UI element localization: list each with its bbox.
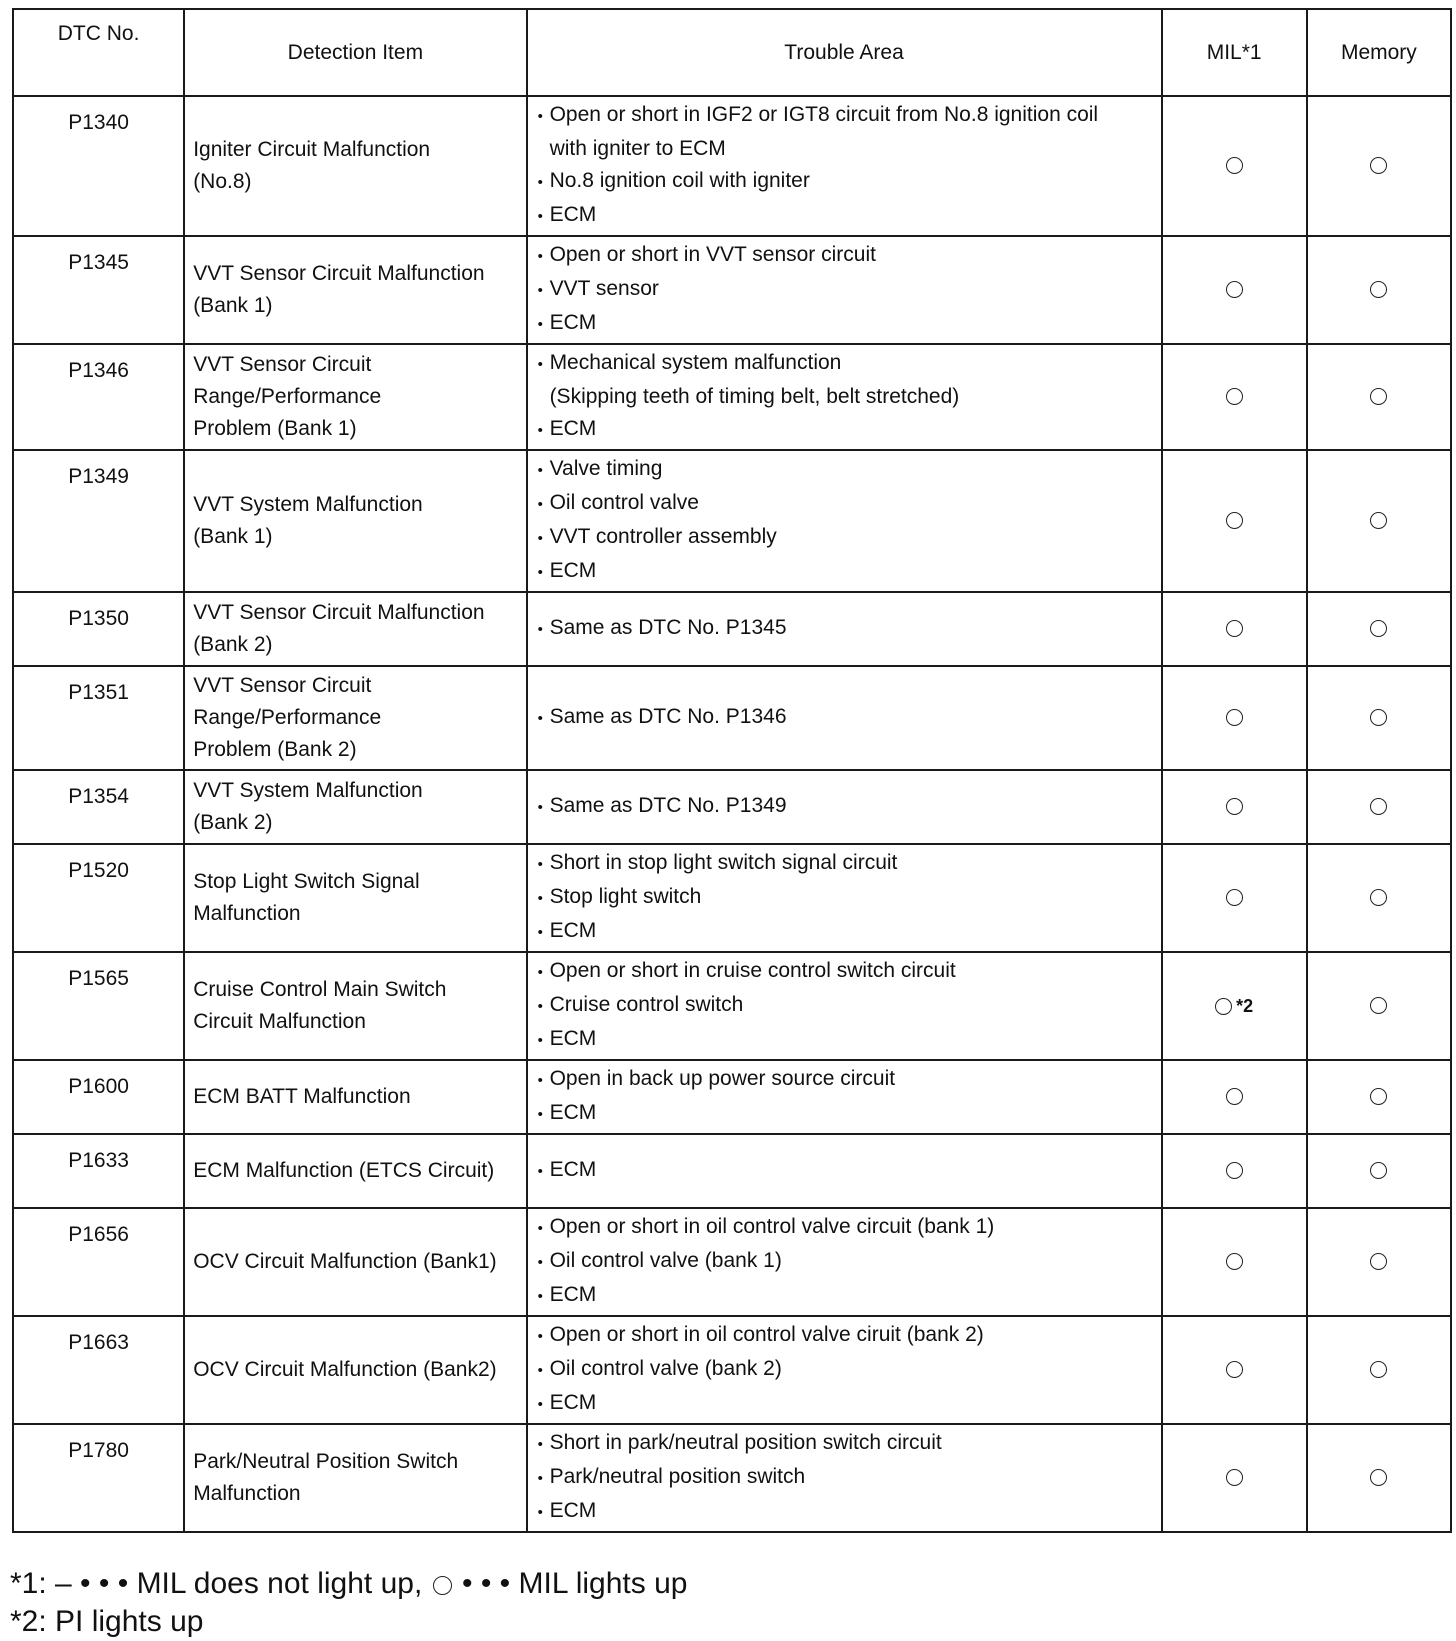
table-body	[13, 96, 1451, 1532]
dtc-code: P1520	[13, 844, 184, 952]
trouble-area	[527, 450, 1162, 592]
trouble-area	[527, 770, 1162, 844]
detection-item-line: (Bank 2)	[193, 811, 273, 834]
memory-circle-icon	[1370, 157, 1387, 174]
header-detection-item: Detection Item	[184, 9, 526, 96]
mil-cell	[1162, 1060, 1307, 1134]
memory-cell	[1307, 1134, 1451, 1208]
mil-cell	[1162, 770, 1307, 844]
table-row	[13, 1316, 1451, 1424]
memory-circle-icon	[1370, 798, 1387, 815]
trouble-area	[527, 1424, 1162, 1532]
memory-cell	[1307, 770, 1451, 844]
trouble-bullet-item: • Open or short in cruise control switch circuit	[538, 955, 1151, 989]
table-row	[13, 1134, 1451, 1208]
trouble-area	[527, 592, 1162, 666]
detection-item-line: Malfunction	[193, 902, 301, 925]
footnote-2: *2: PI lights up	[10, 1605, 204, 1638]
table-row	[13, 1060, 1451, 1134]
dtc-code: P1340	[13, 96, 184, 236]
detection-item-line: Problem (Bank 2)	[193, 738, 357, 761]
table-row	[13, 96, 1451, 236]
table-row	[13, 666, 1451, 770]
mil-circle-icon	[1226, 1253, 1243, 1270]
dtc-code: P1633	[13, 1134, 184, 1208]
detection-item-line: OCV Circuit Malfunction (Bank1)	[193, 1250, 497, 1273]
memory-circle-icon	[1370, 997, 1387, 1014]
table-row	[13, 952, 1451, 1060]
table-row	[13, 770, 1451, 844]
dtc-code: P1349	[13, 450, 184, 592]
dtc-code: P1346	[13, 344, 184, 450]
mil-cell	[1162, 450, 1307, 592]
mil-circle-icon	[1226, 889, 1243, 906]
trouble-area	[527, 96, 1162, 236]
detection-item	[184, 344, 526, 450]
detection-item-line: (Bank 1)	[193, 294, 273, 317]
trouble-bullet-item: • ECM	[538, 1495, 1151, 1529]
memory-cell	[1307, 344, 1451, 450]
detection-item	[184, 666, 526, 770]
memory-cell	[1307, 1316, 1451, 1424]
trouble-bullet-item: • Park/neutral position switch	[538, 1461, 1151, 1495]
trouble-continuation: (Skipping teeth of timing belt, belt stretched)	[549, 385, 960, 408]
memory-circle-icon	[1370, 512, 1387, 529]
mil-cell	[1162, 236, 1307, 344]
trouble-area	[527, 844, 1162, 952]
memory-cell	[1307, 1208, 1451, 1316]
trouble-bullet-item: • Open or short in IGF2 or IGT8 circuit from No.8 ignition coil	[538, 99, 1151, 133]
trouble-area	[527, 1060, 1162, 1134]
mil-cell	[1162, 592, 1307, 666]
trouble-area	[527, 1208, 1162, 1316]
memory-cell	[1307, 450, 1451, 592]
trouble-bullet-item: • Oil control valve (bank 1)	[538, 1245, 1151, 1279]
mil-note: *2	[1236, 995, 1254, 1016]
detection-item-line: (Bank 2)	[193, 633, 273, 656]
trouble-bullet-item: • ECM	[538, 413, 1151, 447]
footnote-1-suffix: • • • MIL lights up	[461, 1567, 688, 1600]
mil-cell	[1162, 1424, 1307, 1532]
trouble-area	[527, 666, 1162, 770]
detection-item-line: VVT Sensor Circuit	[193, 353, 372, 376]
memory-circle-icon	[1370, 1088, 1387, 1105]
header-trouble-area: Trouble Area	[527, 9, 1162, 96]
detection-item-line: VVT Sensor Circuit Malfunction	[193, 601, 485, 624]
memory-circle-icon	[1370, 1253, 1387, 1270]
trouble-bullet-item: • Open in back up power source circuit	[538, 1063, 1151, 1097]
trouble-bullet-item: • ECM	[538, 307, 1151, 341]
footnote-1-prefix: *1: – • • • MIL does not light up,	[10, 1567, 423, 1600]
header-memory: Memory	[1307, 9, 1451, 96]
mil-circle-icon	[1226, 1469, 1243, 1486]
dtc-code: P1354	[13, 770, 184, 844]
memory-circle-icon	[1370, 1469, 1387, 1486]
detection-item	[184, 1424, 526, 1532]
trouble-bullet-item: • Open or short in VVT sensor circuit	[538, 239, 1151, 273]
mil-circle-icon	[1226, 512, 1243, 529]
header-dtc-no: DTC No.	[13, 9, 184, 96]
table-header-row	[13, 9, 1451, 96]
trouble-bullet-item: • ECM	[538, 1097, 1151, 1131]
detection-item	[184, 770, 526, 844]
dtc-code: P1350	[13, 592, 184, 666]
detection-item-line: ECM Malfunction (ETCS Circuit)	[193, 1159, 495, 1182]
trouble-area	[527, 344, 1162, 450]
memory-cell	[1307, 844, 1451, 952]
memory-circle-icon	[1370, 281, 1387, 298]
footnote-1	[10, 1565, 687, 1603]
trouble-bullet-item: • No.8 ignition coil with igniter	[538, 165, 1151, 199]
detection-item	[184, 592, 526, 666]
trouble-bullet-item: • ECM	[538, 555, 1151, 589]
table-row	[13, 344, 1451, 450]
mil-cell	[1162, 1316, 1307, 1424]
memory-cell	[1307, 1424, 1451, 1532]
detection-item	[184, 96, 526, 236]
trouble-bullet-item: • Oil control valve	[538, 487, 1151, 521]
header-mil: MIL*1	[1162, 9, 1307, 96]
detection-item	[184, 1208, 526, 1316]
trouble-bullet-item: • Open or short in oil control valve circuit (bank 1)	[538, 1211, 1151, 1245]
table-row	[13, 1208, 1451, 1316]
trouble-bullet-item: • Short in stop light switch signal circuit	[538, 847, 1151, 881]
dtc-code: P1663	[13, 1316, 184, 1424]
mil-circle-icon	[1226, 388, 1243, 405]
mil-cell	[1162, 1134, 1307, 1208]
detection-item-line: Circuit Malfunction	[193, 1010, 366, 1033]
mil-circle-icon	[1226, 281, 1243, 298]
trouble-area	[527, 236, 1162, 344]
detection-item	[184, 1316, 526, 1424]
trouble-bullet-item: • Same as DTC No. P1345	[538, 612, 1151, 646]
memory-circle-icon	[1370, 1361, 1387, 1378]
trouble-area	[527, 1316, 1162, 1424]
memory-cell	[1307, 1060, 1451, 1134]
mil-circle-icon	[1226, 709, 1243, 726]
trouble-bullet-item: • ECM	[538, 915, 1151, 949]
memory-circle-icon	[1370, 1162, 1387, 1179]
detection-item-line: VVT Sensor Circuit	[193, 674, 372, 697]
mil-circle-icon	[1215, 998, 1232, 1015]
detection-item-line: OCV Circuit Malfunction (Bank2)	[193, 1358, 497, 1381]
circle-icon	[433, 1576, 452, 1595]
detection-item-line: VVT System Malfunction	[193, 493, 423, 516]
mil-circle-icon	[1226, 1162, 1243, 1179]
table-row	[13, 1424, 1451, 1532]
trouble-bullet-item: • ECM	[538, 1387, 1151, 1421]
detection-item-line: VVT System Malfunction	[193, 779, 423, 802]
trouble-bullet-item: • Stop light switch	[538, 881, 1151, 915]
table-row	[13, 450, 1451, 592]
trouble-bullet-item: • VVT sensor	[538, 273, 1151, 307]
detection-item-line: Range/Performance	[193, 385, 382, 408]
mil-circle-icon	[1226, 1361, 1243, 1378]
memory-circle-icon	[1370, 620, 1387, 637]
mil-circle-icon	[1226, 798, 1243, 815]
mil-circle-icon	[1226, 1088, 1243, 1105]
trouble-bullet-item: • ECM	[538, 1154, 1151, 1188]
table-row	[13, 236, 1451, 344]
trouble-area	[527, 952, 1162, 1060]
detection-item-line: (No.8)	[193, 170, 252, 193]
trouble-continuation: with igniter to ECM	[549, 137, 726, 160]
dtc-code: P1780	[13, 1424, 184, 1532]
detection-item-line: Problem (Bank 1)	[193, 417, 357, 440]
detection-item-line: Park/Neutral Position Switch	[193, 1450, 459, 1473]
trouble-bullet-item: • Open or short in oil control valve ciruit (bank 2)	[538, 1319, 1151, 1353]
trouble-bullet-item: • Cruise control switch	[538, 989, 1151, 1023]
detection-item-line: Igniter Circuit Malfunction	[193, 138, 431, 161]
memory-cell	[1307, 592, 1451, 666]
dtc-code: P1656	[13, 1208, 184, 1316]
mil-cell	[1162, 844, 1307, 952]
detection-item	[184, 1134, 526, 1208]
memory-cell	[1307, 666, 1451, 770]
trouble-bullet-item: • Short in park/neutral position switch circuit	[538, 1427, 1151, 1461]
trouble-bullet-item: • ECM	[538, 1279, 1151, 1313]
trouble-bullet-item: • Oil control valve (bank 2)	[538, 1353, 1151, 1387]
detection-item-line: ECM BATT Malfunction	[193, 1085, 411, 1108]
dtc-code: P1600	[13, 1060, 184, 1134]
dtc-code: P1345	[13, 236, 184, 344]
trouble-bullet-item: • Mechanical system malfunction	[538, 347, 1151, 381]
dtc-table	[12, 8, 1452, 1533]
detection-item	[184, 844, 526, 952]
dtc-code: P1565	[13, 952, 184, 1060]
mil-cell	[1162, 1208, 1307, 1316]
detection-item	[184, 1060, 526, 1134]
trouble-bullet-item: • ECM	[538, 1023, 1151, 1057]
mil-cell	[1162, 952, 1307, 1060]
detection-item	[184, 952, 526, 1060]
trouble-bullet-item: • VVT controller assembly	[538, 521, 1151, 555]
trouble-bullet-item: • Same as DTC No. P1349	[538, 790, 1151, 824]
mil-cell	[1162, 344, 1307, 450]
memory-cell	[1307, 236, 1451, 344]
detection-item-line: Range/Performance	[193, 706, 382, 729]
detection-item-line: Malfunction	[193, 1482, 301, 1505]
memory-circle-icon	[1370, 889, 1387, 906]
detection-item	[184, 450, 526, 592]
dtc-code: P1351	[13, 666, 184, 770]
detection-item-line: Cruise Control Main Switch	[193, 978, 447, 1001]
trouble-area	[527, 1134, 1162, 1208]
trouble-bullet-item: • Valve timing	[538, 453, 1151, 487]
trouble-bullet-item: • Same as DTC No. P1346	[538, 701, 1151, 735]
detection-item	[184, 236, 526, 344]
detection-item-line: (Bank 1)	[193, 525, 273, 548]
footnotes	[10, 1565, 687, 1641]
mil-cell	[1162, 666, 1307, 770]
trouble-bullet-item: • ECM	[538, 199, 1151, 233]
mil-circle-icon	[1226, 620, 1243, 637]
detection-item-line: Stop Light Switch Signal	[193, 870, 420, 893]
memory-circle-icon	[1370, 709, 1387, 726]
memory-cell	[1307, 952, 1451, 1060]
memory-circle-icon	[1370, 388, 1387, 405]
detection-item-line: VVT Sensor Circuit Malfunction	[193, 262, 485, 285]
memory-cell	[1307, 96, 1451, 236]
mil-circle-icon	[1226, 157, 1243, 174]
table-row	[13, 844, 1451, 952]
mil-cell	[1162, 96, 1307, 236]
table-row	[13, 592, 1451, 666]
